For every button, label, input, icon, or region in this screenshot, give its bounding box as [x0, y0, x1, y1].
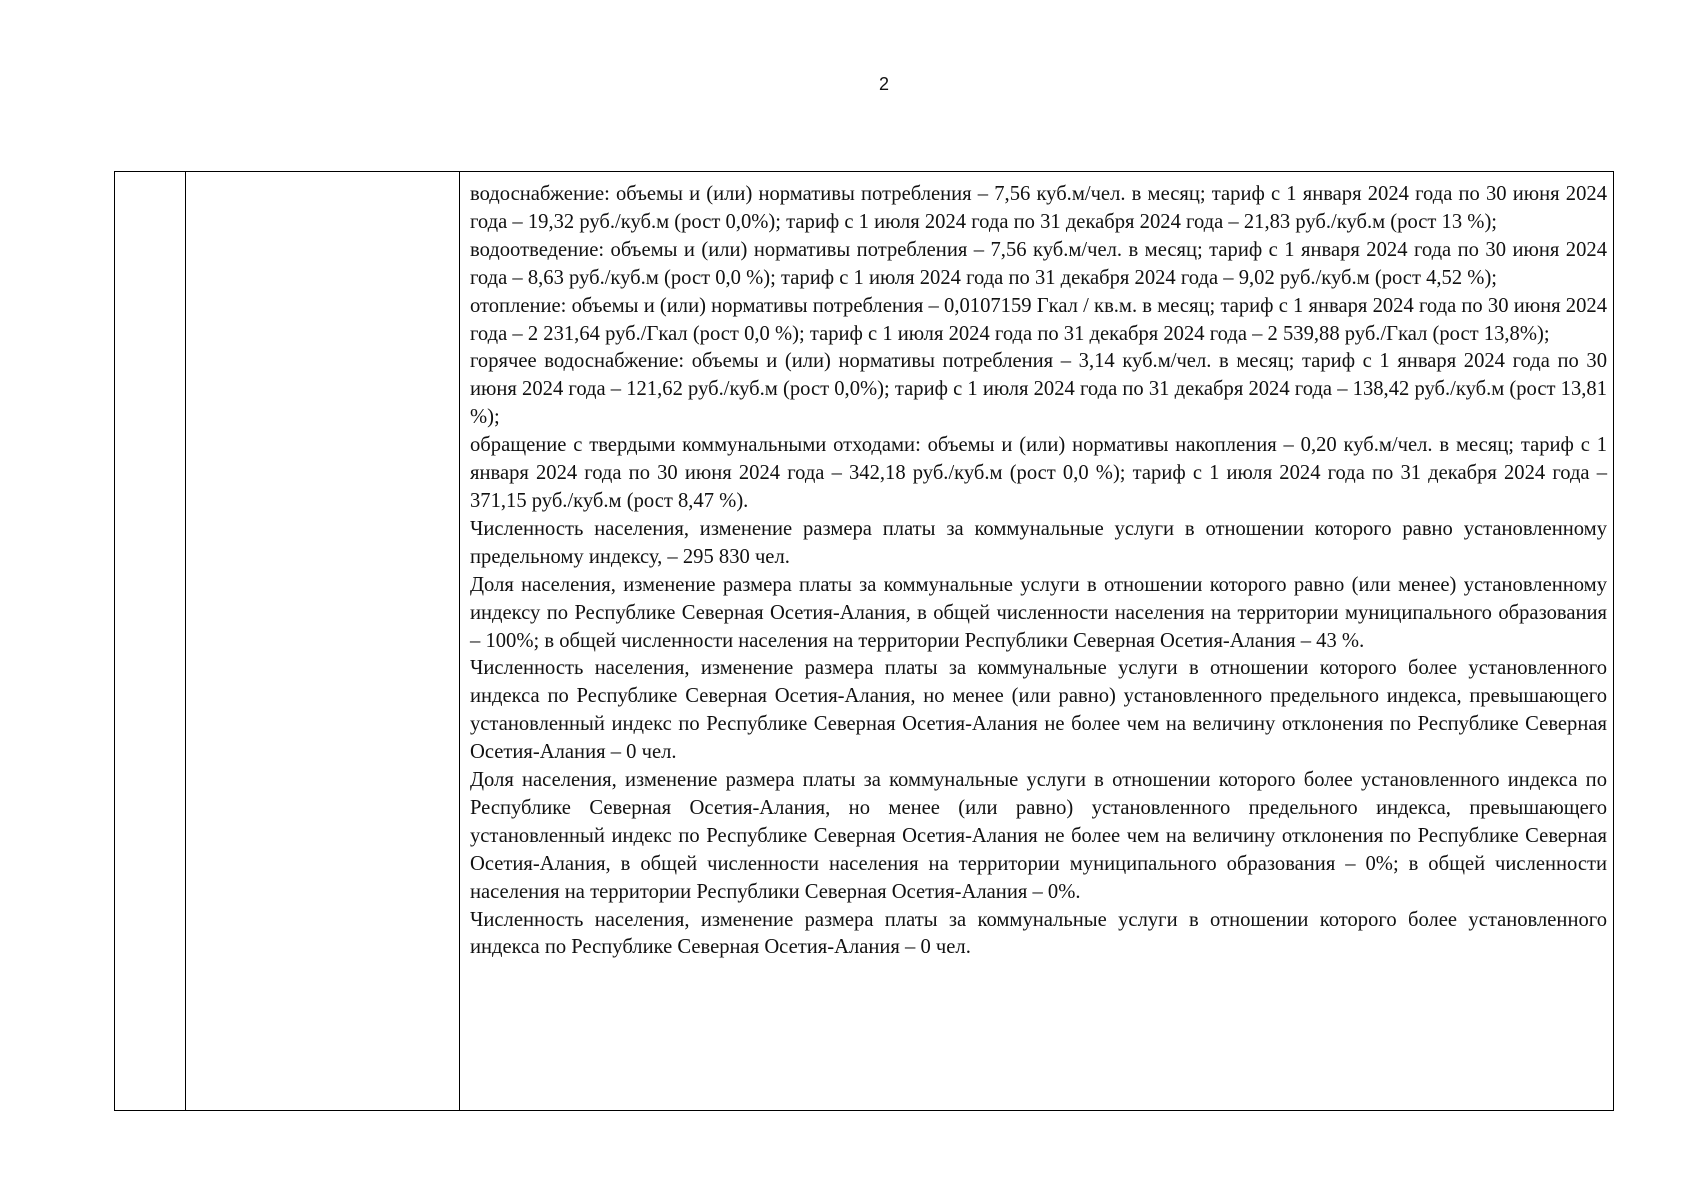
paragraph-hot-water: горячее водоснабжение: объемы и (или) нормативы потребления – 3,14 куб.м/чел. в месяц; тариф с 1 января 2024 года по 30 июня 2024 года – 121,62 руб./куб.м (рост 0,0%); тариф с 1 июля 2024 года по 31 декабря 2024 года – 138,42 руб./куб.м (рост 13,81 %); [470, 350, 1607, 429]
paragraph-heating: отопление: объемы и (или) нормативы потребления – 0,0107159 Гкал / кв.м. в месяц; тариф с 1 января 2024 года по 30 июня 2024 года – 2 231,64 руб./Гкал (рост 0,0 %); тариф с 1 июля 2024 года по 31 декабря 2024 года – 2 539,88 руб./Гкал (рост 13,8%); [470, 294, 1607, 345]
paragraph-population-above-index: Численность населения, изменение размера платы за коммунальные услуги в отношении которого более установленного индекса по Республике Северная Осетия-Алания, но менее (или равно) установленного предельного индекса, превышающего установленный индекс по Республике Северная Осетия-Алания не более чем на величину отклонения по Республике Северная Осетия-Алания – 0 чел. [470, 657, 1607, 764]
paragraph-population-equal-limit: Численность населения, изменение размера платы за коммунальные услуги в отношении которого равно установленному предельному индексу, – 295 830 чел. [470, 517, 1607, 568]
paragraph-solid-waste: обращение с твердыми коммунальными отходами: объемы и (или) нормативы накопления – 0,20 куб.м/чел. в месяц; тариф с 1 января 2024 года по 30 июня 2024 года – 342,18 руб./куб.м (рост 0,0 %); тариф с 1 июля 2024 года по 31 декабря 2024 года –371,15 руб./куб.м (рост 8,47 %). [470, 434, 1607, 512]
paragraph-water-disposal: водоотведение: объемы и (или) нормативы потребления – 7,56 куб.м/чел. в месяц; тариф с 1 января 2024 года по 30 июня 2024 года – 8,63 руб./куб.м (рост 0,0 %); тариф с 1 июля 2024 года по 31 декабря 2024 года – 9,02 руб./куб.м (рост 4,52 %); [470, 238, 1607, 289]
table-cell-name [186, 172, 460, 1110]
page-number: 2 [878, 74, 889, 94]
document-table [114, 171, 1614, 1111]
paragraph-share-above-index: Доля населения, изменение размера платы за коммунальные услуги в отношении которого более установленного индекса по Республике Северная Осетия-Алания, но менее (или равно) установленного предельного индекса, превышающего установленный индекс по Республике Северная Осетия-Алания не более чем на величину отклонения по Республике Северная Осетия-Алания, в общей численности населения на территории муниципального образования – 0%; в общей численности населения на территории Республики Северная Осетия-Алания – 0%. [470, 769, 1607, 903]
table-cell-content [460, 172, 1613, 1110]
table-cell-number [115, 172, 186, 1110]
paragraph-population-exceeding: Численность населения, изменение размера платы за коммунальные услуги в отношении которого более установленного индекса по Республике Северная Осетия-Алания – 0 чел. [470, 908, 1607, 959]
paragraph-share-equal-index: Доля населения, изменение размера платы за коммунальные услуги в отношении которого равно (или менее) установленному индексу по Республике Северная Осетия-Алания, в общей численности населения на территории муниципального образования – 100%; в общей численности населения на территории Республики Северная Осетия-Алания – 43 %. [470, 573, 1607, 652]
paragraph-water-supply: водоснабжение: объемы и (или) нормативы потребления – 7,56 куб.м/чел. в месяц; тариф с 1 января 2024 года по 30 июня 2024 года – 19,32 руб./куб.м (рост 0,0%); тариф с 1 июля 2024 года по 31 декабря 2024 года – 21,83 руб./куб.м (рост 13 %); [470, 183, 1607, 233]
